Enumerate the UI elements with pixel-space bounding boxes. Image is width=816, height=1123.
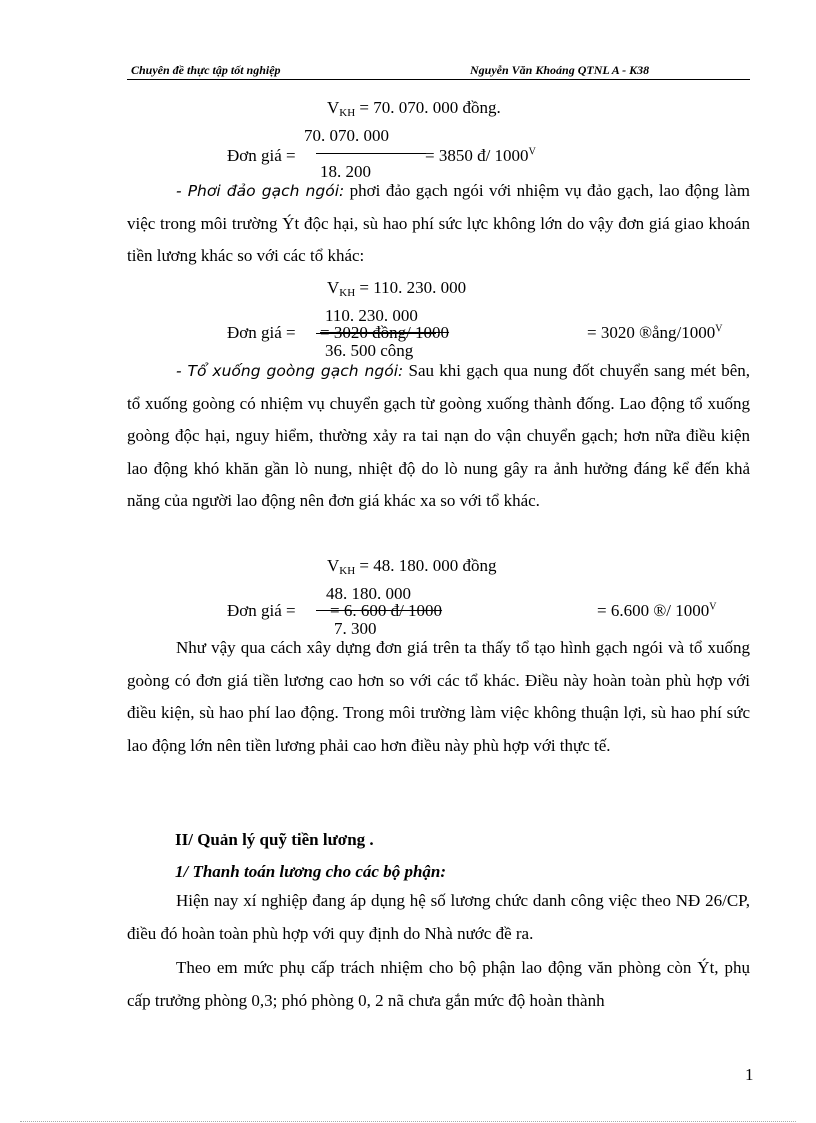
vkh-line-3: $V_{KH} = 48$. 180. 000 đồng (327, 556, 497, 577)
section-heading: II/ Quản lý quỹ tiền lương . (175, 830, 374, 849)
result-sup-3: V (709, 601, 717, 613)
paragraph-xuong-goong (127, 355, 750, 518)
fraction-numerator-2: 110. 230. 000 (325, 306, 418, 325)
result-text-2: = 3020 ®ång/1000 (587, 323, 716, 342)
result-text-1: = 3850 đ/ 1000 (425, 146, 529, 165)
result-text-3: = 6.600 ®/ 1000 (597, 601, 710, 620)
italic-lead-2: - Tổ xuống goòng gạch ngói: (176, 362, 404, 380)
vkh-line-1: $V_{KH} = 70$. 070. 000 đồng. (327, 98, 501, 119)
fraction-denominator-1: 18. 200 (320, 162, 371, 181)
vkh-value-3: = 48. 180. 000 đồng (359, 556, 497, 575)
subsection-heading: 1/ Thanh toán lương cho các bộ phận: (175, 862, 447, 881)
vkh-sub-2: KH (339, 287, 356, 299)
header-right: Nguyễn Văn Khoáng QTNL A - K38 (470, 63, 650, 77)
unit-price-label-1: Đơn giá = (227, 146, 296, 165)
inline-unit-price-3: = 6. 600 đ/ 1000 (330, 601, 443, 620)
result-sup-2: V (715, 323, 723, 335)
fraction-denominator-3: 7. 300 (334, 619, 377, 638)
unit-price-result-3 (597, 601, 716, 621)
paragraph-conclusion: Như vậy qua cách xây dựng đơn giá trên ta thấy tổ tạo hình gạch ngói và tổ xuống goòng có đơn giá tiền lương cao hơn so với các tổ khác. Điều này hoàn toàn phù hợp với điều kiện, sù hao phí lao động. Trong môi trường làm việc không thuận lợi, sù hao phí sức lao động lớn nên tiền lương phải cao hơn điều này phù hợp với thực tế. (127, 638, 750, 755)
paragraph-phoi-dao (127, 175, 750, 273)
page-bottom-border (20, 1121, 796, 1122)
header-rule (127, 79, 750, 80)
paragraph-text-2: Sau khi gạch qua nung đốt chuyển sang mét bên, tổ xuống goòng có nhiệm vụ chuyển gạch từ goòng xuống thành đống. Lao động tổ xuống goòng độc hại, nguy hiểm, thường xảy ra tai nạn do vận chuyển gạch; hơn nữa điều kiện lao động khó khăn gần lò nung, nhiệt độ do lò nung gây ra ảnh hưởng đáng kể đến khả năng của người lao động nên đơn giá khác xa so với tổ khác. (127, 361, 751, 510)
vkh-line-2: $V_{KH} = 110$. 230. 000 (327, 278, 467, 299)
unit-price-label-3: Đơn giá = (227, 601, 296, 620)
unit-price-label-2: Đơn giá = (227, 323, 296, 342)
vkh-sub-1: KH (339, 107, 356, 119)
vkh-value-2: = 110. 230. 000 (359, 278, 467, 297)
paragraph-salary-coefficient: Hiện nay xí nghiệp đang áp dụng hệ số lương chức danh công việc theo NĐ 26/CP, điều đó hoàn toàn phù hợp với quy định do Nhà nước đề ra. (127, 891, 750, 943)
vkh-value-1: = 70. 070. 000 đồng. (359, 98, 501, 117)
inline-unit-price-2: = 3020 đồng/ 1000 (320, 323, 450, 342)
italic-lead-1: - Phơi đảo gạch ngói: (176, 182, 345, 200)
fraction-denominator-2: 36. 500 công (325, 341, 414, 360)
fraction-numerator-1: 70. 070. 000 (304, 126, 389, 145)
vkh-sub-3: KH (339, 565, 356, 577)
page-number: 1 (745, 1065, 754, 1084)
fraction-line-1 (316, 153, 426, 154)
unit-price-result-2 (587, 323, 723, 343)
fraction-numerator-3: 48. 180. 000 (326, 584, 411, 603)
paragraph-allowance: Theo em mức phụ cấp trách nhiệm cho bộ phận lao động văn phòng còn Ýt, phụ cấp trưởng phòng 0,3; phó phòng 0, 2 nã chưa gắn mức độ hoàn thành (127, 958, 750, 1010)
header-left: Chuyên đề thực tập tốt nghiệp (131, 63, 281, 77)
paragraph-text-1: phơi đảo gạch ngói với nhiệm vụ đảo gạch, lao động làm việc trong môi trường Ýt độc hại, sù hao phí sức lực không lớn do vậy đơn giá giao khoán tiền lương khác so với các tổ khác: (127, 181, 750, 265)
result-sup-1: V (528, 146, 536, 158)
unit-price-result-1 (425, 146, 536, 166)
